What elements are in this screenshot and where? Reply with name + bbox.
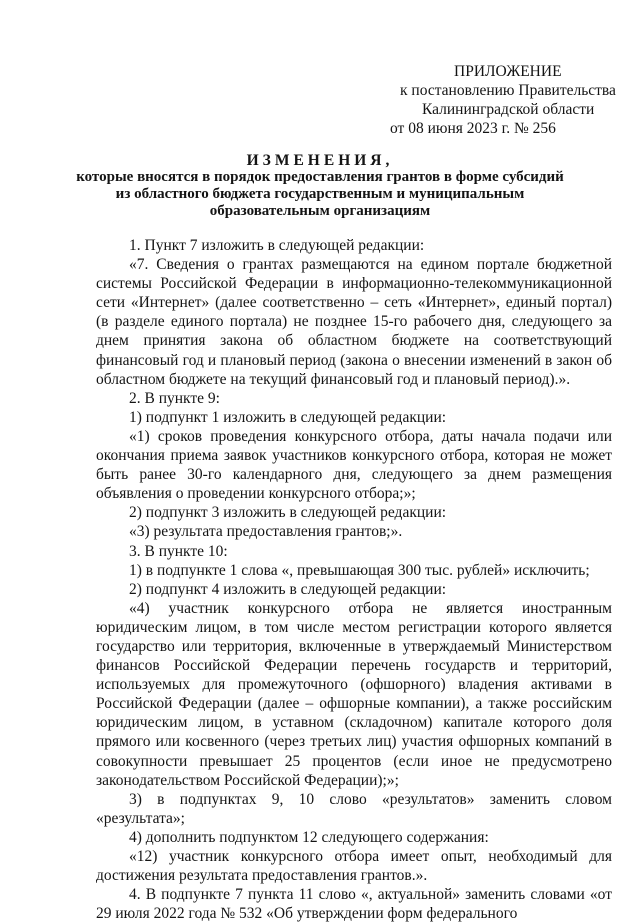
document-heading: ИЗМЕНЕНИЯ,	[246, 152, 394, 169]
paragraph: 1) подпункт 1 изложить в следующей редакции:	[129, 408, 447, 426]
paragraph: «7. Сведения о грантах размещаются на едином портале бюджетной системы Российской Федерации в информационно-телекоммуникационной сети «Интернет» (далее соответственно – сеть «Интернет», единый портал) (в разделе единого портала) не позднее 15-го рабочего дня, следующего за днем принятия закона об областном бюджете на соответствующий финансовый год и плановый период (закона о внесении изменений в закон об областном бюджете на текущий финансовый год и плановый период).».	[96, 256, 612, 388]
paragraph: «1) сроков проведения конкурсного отбора, даты начала подачи или окончания приема заявок участников конкурсного отбора, которая не может быть ранее 30-го календарного дня, следующего за днем размещения объявления о проведении конкурсного отбора;»;	[96, 427, 612, 503]
paragraph: «12) участник конкурсного отбора имеет опыт, необходимый для достижения результата предоставления грантов.».	[96, 848, 612, 885]
document-body	[96, 236, 612, 923]
paragraph: 3. В пункте 10:	[129, 542, 228, 560]
paragraph: 2) подпункт 3 изложить в следующей редакции:	[129, 504, 447, 522]
paragraph: 1) в подпункте 1 слова «, превышающая 300 тыс. рублей» исключить;	[129, 561, 590, 579]
paragraph: 1. Пункт 7 изложить в следующей редакции:	[129, 237, 425, 254]
appendix-label: ПРИЛОЖЕНИЕ	[454, 63, 562, 80]
decree-date: от 08 июня 2023 г. № 256	[390, 120, 556, 137]
paragraph: 4. В подпункте 7 пункта 11 слово «, актуальной» заменить словами «от 29 июля 2022 года № 532 «Об утверждении форм федерального	[96, 886, 612, 923]
decree-line-2: Калининградской области	[422, 101, 595, 118]
document-title-line-3: образовательным организациям	[209, 203, 431, 219]
document-title-line-1: которые вносятся в порядок предоставления грантов в форме субсидий	[76, 169, 564, 185]
decree-line-1: к постановлению Правительства	[400, 82, 616, 99]
paragraph: 4) дополнить подпунктом 12 следующего содержания:	[129, 828, 489, 846]
paragraph: «3) результата предоставления грантов;».	[129, 523, 403, 541]
paragraph: 3) в подпунктах 9, 10 слово «результатов» заменить словом «результата»;	[96, 790, 612, 827]
document-title-line-2: из областного бюджета государственным и муниципальным	[115, 186, 525, 202]
paragraph: «4) участник конкурсного отбора не является иностранным юридическим лицом, в том числе местом регистрации которого является государство или территория, включенные в утверждаемый Министерством финансов Российской Федерации перечень государств и территорий, используемых для промежуточного (офшорного) владения активами в Российской Федерации (далее – офшорные компании), а также российским юридическим лицом, в уставном (складочном) капитале которого доля прямого или косвенного (через третьих лиц) участия офшорных компаний в совокупности превышает 25 процентов (если иное не предусмотрено законодательством Российской Федерации);»;	[96, 599, 612, 789]
paragraph: 2) подпункт 4 изложить в следующей редакции:	[129, 580, 447, 598]
paragraph: 2. В пункте 9:	[129, 389, 220, 407]
